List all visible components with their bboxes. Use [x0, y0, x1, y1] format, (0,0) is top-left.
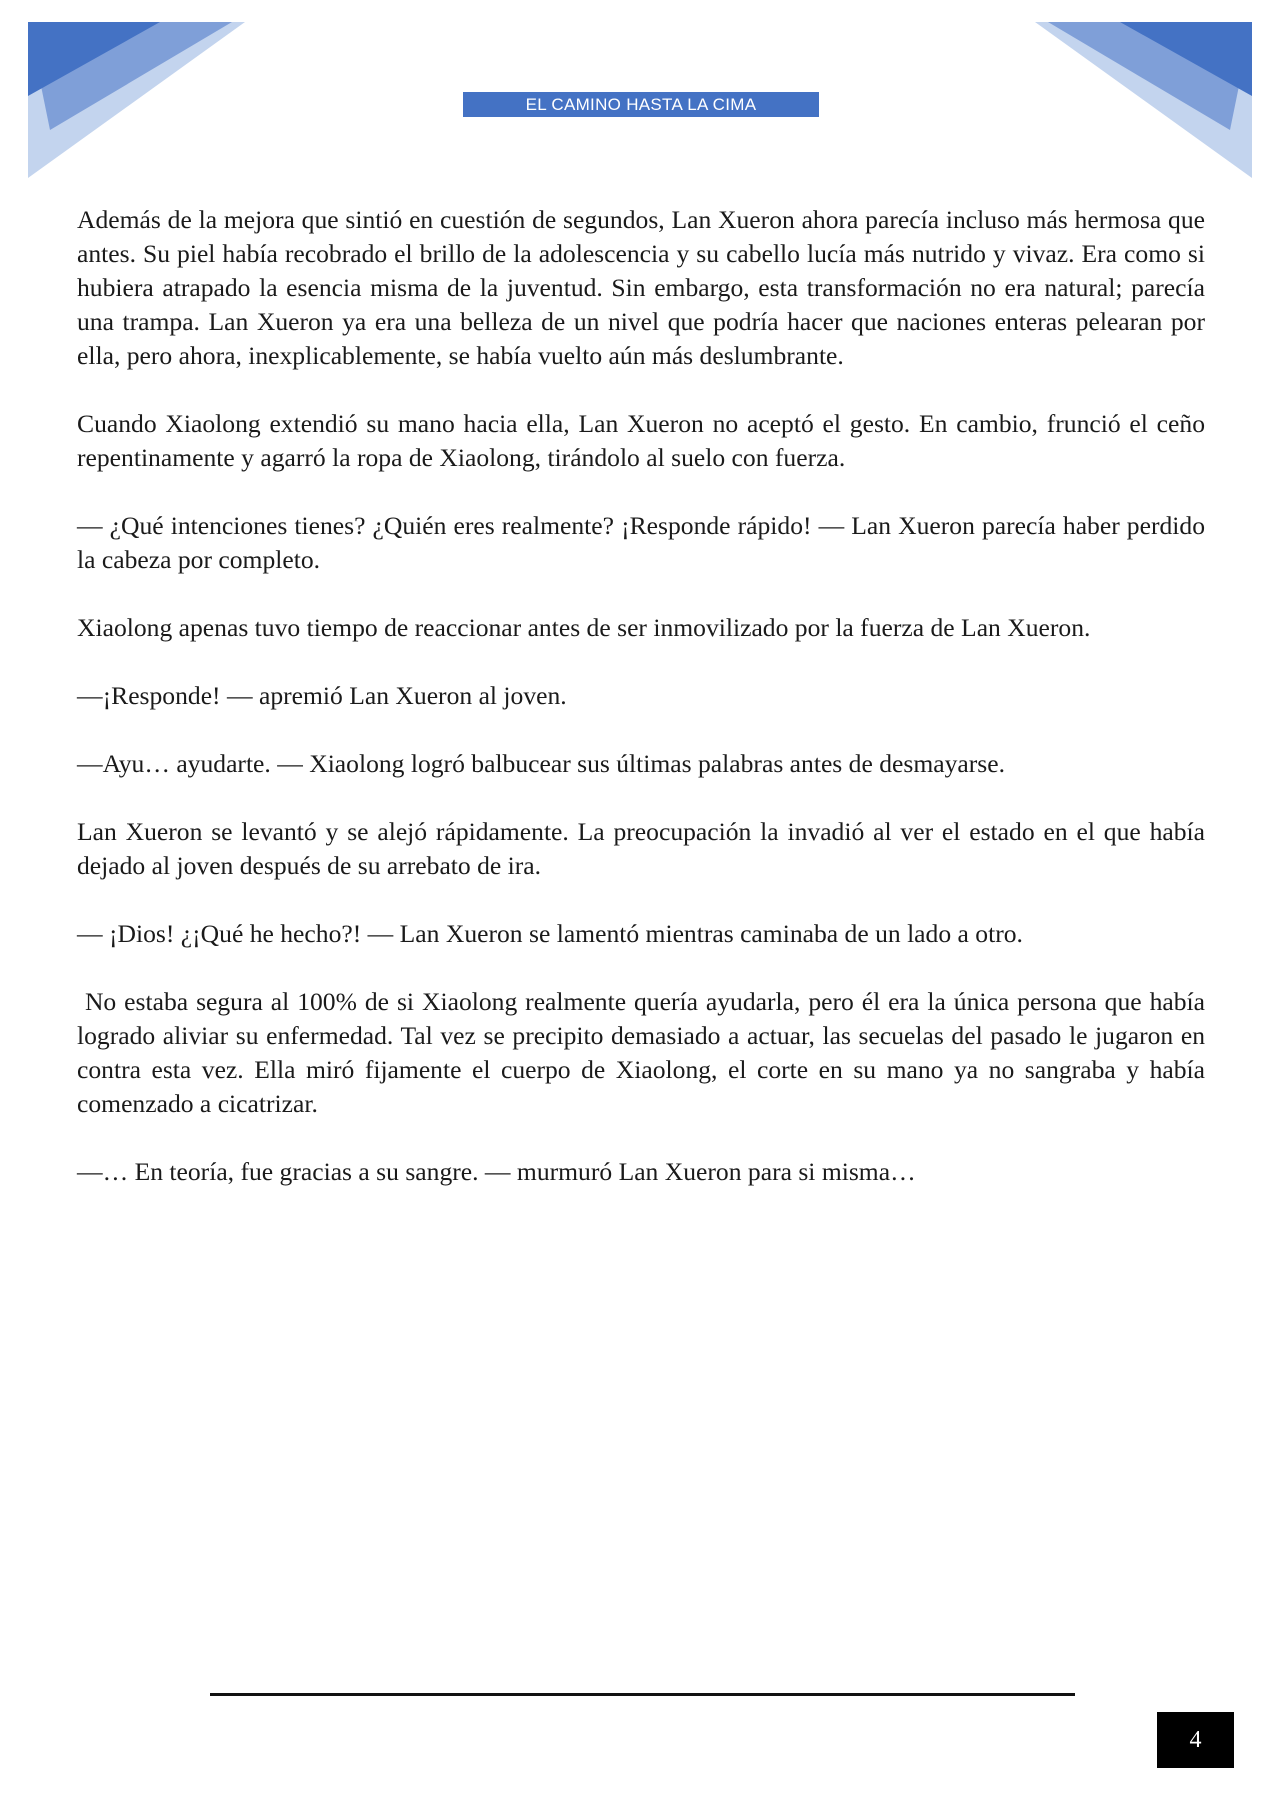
dialogue-paragraph: —¡Responde! — apremió Lan Xueron al joven. [77, 681, 567, 710]
running-header-title: EL CAMINO HASTA LA CIMA [463, 92, 819, 117]
paragraph: Xiaolong apenas tuvo tiempo de reaccionar antes de ser inmovilizado por la fuerza de Lan Xueron. [77, 613, 1091, 642]
page-number: 4 [1157, 1712, 1234, 1768]
chapter-body [77, 203, 1212, 1223]
paragraph: Cuando Xiaolong extendió su mano hacia ella, Lan Xueron no aceptó el gesto. En cambio, frunció el ceño repentinamente y agarró la ropa de Xiaolong, tirándolo al suelo con fuerza. [77, 409, 1205, 472]
paragraph: Además de la mejora que sintió en cuestión de segundos, Lan Xueron ahora parecía incluso más hermosa que antes. Su piel había recobrado el brillo de la adolescencia y su cabello lucía más nutrido y vivaz. Era como si hubiera atrapado la esencia misma de la juventud. Sin embargo, esta transformación no era natural; parecía una trampa. Lan Xueron ya era una belleza de un nivel que podría hacer que naciones enteras pelearan por ella, pero ahora, inexplicablemente, se había vuelto aún más deslumbrante. [77, 205, 1205, 370]
dialogue-paragraph: — ¿Qué intenciones tienes? ¿Quién eres realmente? ¡Responde rápido! — Lan Xueron parecía haber perdido la cabeza por completo. [77, 511, 1205, 574]
footer-rule [210, 1693, 1075, 1696]
dialogue-paragraph: — ¡Dios! ¿¡Qué he hecho?! — Lan Xueron se lamentó mientras caminaba de un lado a otro. [77, 919, 1023, 948]
dialogue-paragraph: —… En teoría, fue gracias a su sangre. — murmuró Lan Xueron para si misma… [77, 1157, 916, 1186]
header-corner-decoration-left [0, 0, 260, 185]
header-corner-decoration-right [1020, 0, 1280, 185]
paragraph: Lan Xueron se levantó y se alejó rápidamente. La preocupación la invadió al ver el estado en el que había dejado al joven después de su arrebato de ira. [77, 817, 1205, 880]
paragraph: No estaba segura al 100% de si Xiaolong realmente quería ayudarla, pero él era la única persona que había logrado aliviar su enfermedad. Tal vez se precipito demasiado a actuar, las secuelas del pasado le jugaron en contra esta vez. Ella miró fijamente el cuerpo de Xiaolong, el corte en su mano ya no sangraba y había comenzado a cicatrizar. [77, 987, 1212, 1118]
dialogue-paragraph: —Ayu… ayudarte. — Xiaolong logró balbucear sus últimas palabras antes de desmayarse. [77, 749, 1005, 778]
